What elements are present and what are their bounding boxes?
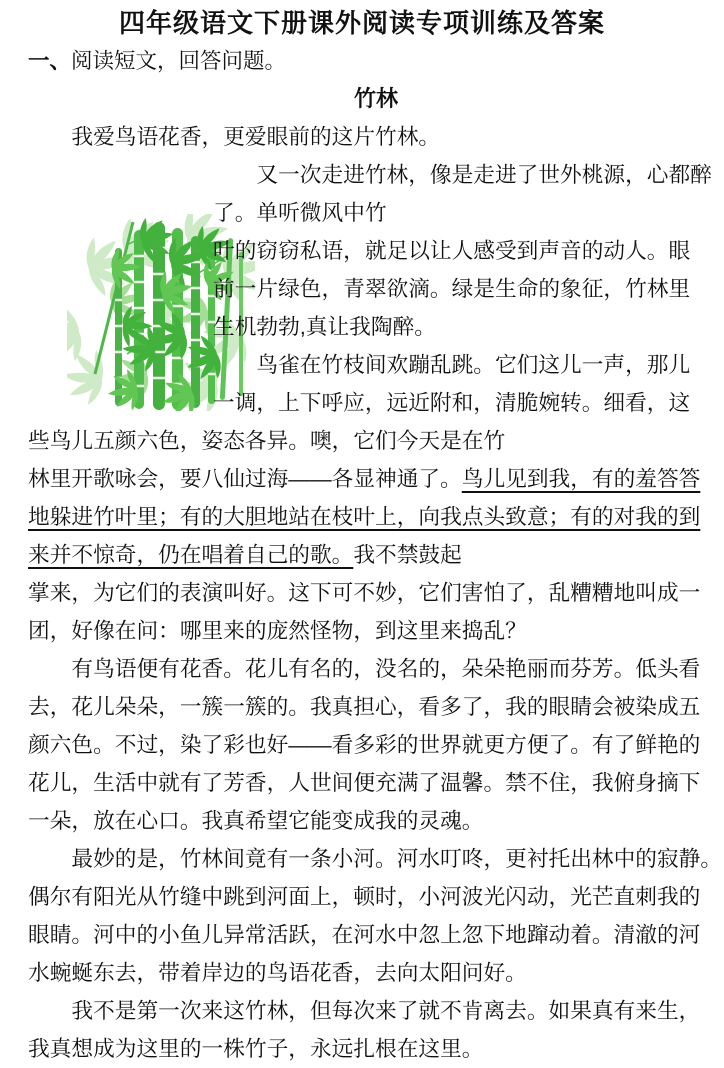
passage-paragraph xyxy=(28,650,724,840)
passage-paragraph xyxy=(28,118,724,156)
passage-text: 叶的窃窃私语，就足以让人感受到声音的动人。眼 xyxy=(213,238,691,263)
passage-text: 颜六色。不过，染了彩也好——看多彩的世界就更方便了。有了鲜艳的 xyxy=(28,732,701,757)
passage-paragraph xyxy=(28,840,724,992)
underlined-sentence: 来并不惊奇，仍在唱着自己的歌。 xyxy=(28,542,354,567)
bamboo-clipart-image xyxy=(24,214,212,411)
section-heading xyxy=(0,42,724,80)
passage-text: 林里开歌咏会，要八仙过海——各显神通了。 xyxy=(28,466,462,491)
passage-text: 鸟雀在竹枝间欢蹦乱跳。它们这儿一声，那儿 xyxy=(256,352,691,377)
passage-text: 偶尔有阳光从竹缝中跳到河面上，顿时，小河波光闪动，光芒直刺我的 xyxy=(28,884,701,909)
passage-text: 我爱鸟语花香，更爱眼前的这片竹林。 xyxy=(71,124,441,149)
page-title: 四年级语文下册课外阅读专项训练及答案 xyxy=(118,8,605,38)
passage-paragraph xyxy=(28,156,724,346)
section-number: 一、 xyxy=(28,49,72,73)
passage-text: 前一片绿色，青翠欲滴。绿是生命的象征，竹林里 xyxy=(213,276,691,301)
passage-text: 水蜿蜒东去，带着岸边的鸟语花香，去向太阳问好。 xyxy=(28,960,527,985)
passage-paragraph xyxy=(28,992,724,1068)
passage-text: 掌来，为它们的表演叫好。这下可不妙，它们害怕了，乱糟糟地叫成一 xyxy=(28,580,701,605)
passage-body xyxy=(28,118,724,1068)
passage-text: 有鸟语便有花香。花儿有名的，没名的，朵朵艳丽而芬芳。低头看 xyxy=(71,656,701,681)
underlined-sentence: 鸟儿见到我，有的羞答答 xyxy=(461,466,701,491)
section-instruction: 阅读短文，回答问题。 xyxy=(71,49,287,73)
passage-text: 生机勃勃,真让我陶醉。 xyxy=(213,314,436,339)
passage-text: 我真想成为这里的一株竹子，永远扎根在这里。 xyxy=(28,1036,484,1061)
passage-title: 竹林 xyxy=(353,86,398,111)
passage-text: 团，好像在问：哪里来的庞然怪物，到这里来捣乱？ xyxy=(28,618,527,643)
passage-text: 最妙的是，竹林间竟有一条小河。河水叮咚，更衬托出林中的寂静。 xyxy=(71,846,723,871)
passage-text: 一调，上下呼应，远近附和，清脆婉转。细看，这 xyxy=(213,390,691,415)
passage-text: 又一次走进竹林，像是走进了世外桃源，心都醉了。单听微风中竹 xyxy=(213,162,712,225)
passage-text: 我不禁鼓起 xyxy=(353,542,462,567)
passage-text: 一朵，放在心口。我真希望它能变成我的灵魂。 xyxy=(28,808,484,833)
passage-text: 些鸟儿五颜六色，姿态各异。噢，它们今天是在竹 xyxy=(28,428,506,453)
underlined-sentence: 地躲进竹叶里；有的大胆地站在枝叶上，向我点头致意；有的对我的到 xyxy=(28,504,701,529)
passage-text: 去，花儿朵朵，一簇一簇的。我真担心，看多了，我的眼睛会被染成五 xyxy=(28,694,701,719)
passage-text: 花儿，生活中就有了芳香，人世间便充满了温馨。禁不住，我俯身摘下 xyxy=(28,770,701,795)
passage-text: 眼睛。河中的小鱼儿异常活跃，在河水中忽上忽下地蹿动着。清澈的河 xyxy=(28,922,701,947)
passage-text: 我不是第一次来这竹林，但每次来了就不肯离去。如果真有来生， xyxy=(71,998,701,1023)
